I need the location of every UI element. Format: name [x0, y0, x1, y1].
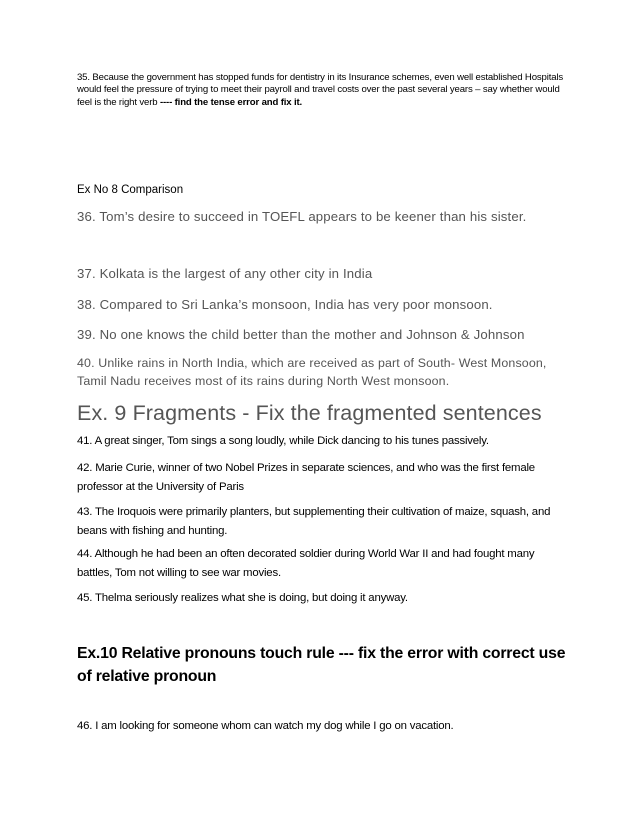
- question-41: 41. A great singer, Tom sings a song loudly, while Dick dancing to his tunes passively.: [77, 435, 489, 447]
- question-38: 38. Compared to Sri Lanka’s monsoon, India has very poor monsoon.: [77, 297, 493, 312]
- question-40: 40. Unlike rains in North India, which are received as part of South- West Monsoon, Tamil Nadu receives most of its rains during North West monsoon.: [77, 356, 547, 388]
- question-45: 45. Thelma seriously realizes what she is doing, but doing it anyway.: [77, 592, 408, 604]
- question-42: 42. Marie Curie, winner of two Nobel Prizes in separate sciences, and who was the first female professor at the University of Paris: [77, 462, 535, 493]
- exercise-10-heading: Ex.10 Relative pronouns touch rule --- fix the error with correct use of relative pronoun: [77, 645, 566, 685]
- question-46: 46. I am looking for someone whom can watch my dog while I go on vacation.: [77, 720, 454, 732]
- exercise-9-heading: Ex. 9 Fragments - Fix the fragmented sentences: [77, 401, 542, 425]
- question-43: 43. The Iroquois were primarily planters, but supplementing their cultivation of maize, squash, and beans with fishing and hunting.: [77, 506, 551, 537]
- question-39: 39. No one knows the child better than the mother and Johnson & Johnson: [77, 327, 525, 342]
- question-35-text: 35. Because the government has stopped funds for dentistry in its Insurance schemes, even well established Hospitals would feel the pressure of trying to meet their payroll and travel costs over the past several years – say whether would feel is the right verb: [77, 72, 564, 108]
- question-37: 37. Kolkata is the largest of any other city in India: [77, 266, 373, 281]
- question-35-instruction: ---- find the tense error and fix it.: [159, 96, 303, 108]
- exercise-8-heading: Ex No 8 Comparison: [77, 184, 184, 196]
- question-44: 44. Although he had been an often decorated soldier during World War II and had fought many battles, Tom not willing to see war movies.: [77, 548, 535, 579]
- question-36: 36. Tom’s desire to succeed in TOEFL appears to be keener than his sister.: [77, 209, 527, 224]
- question-35: [77, 72, 569, 109]
